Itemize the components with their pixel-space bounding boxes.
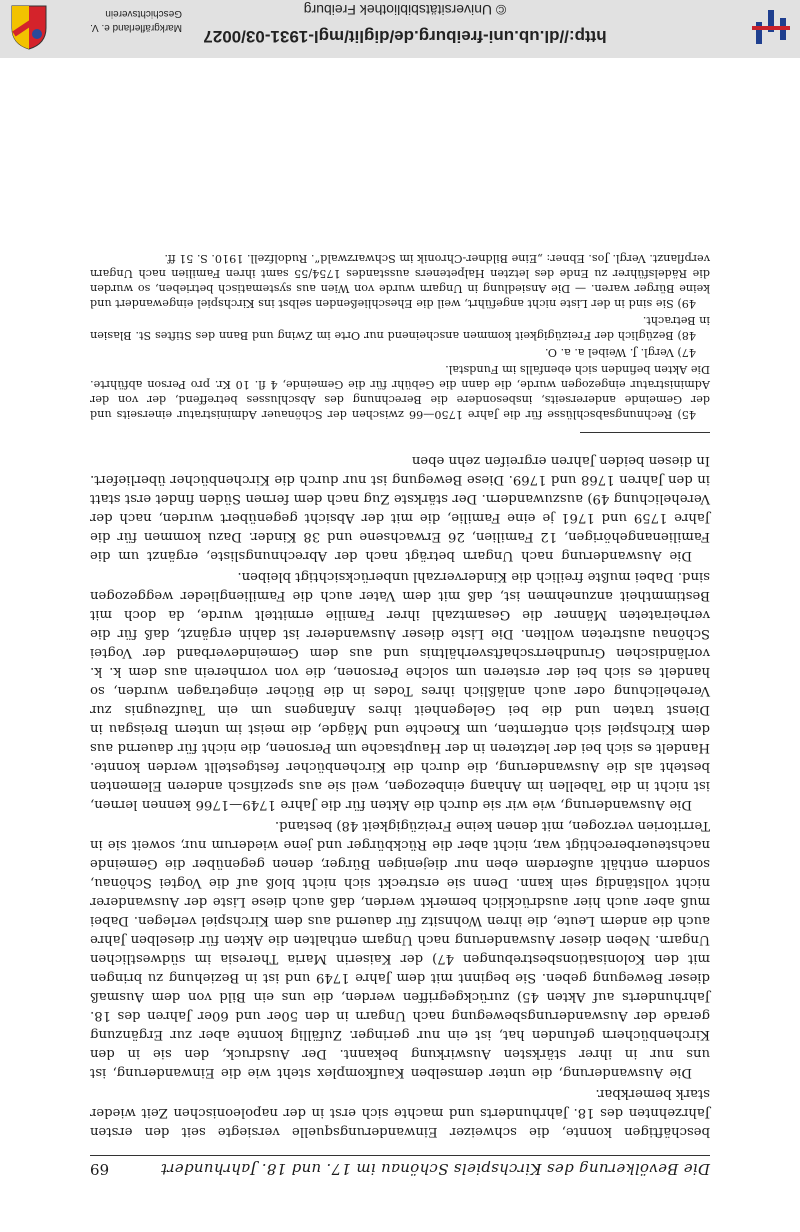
viewer-banner xyxy=(0,0,800,58)
university-library-logo-icon xyxy=(752,8,790,48)
footnote: 48) Bezüglich der Freizügigkeit kommen anscheinend nur Orte im Zwing und Bann des Stiftes St. Blasien in Betracht. xyxy=(90,314,710,342)
society-name: Markgräflerland e. V. Geschichtsverein xyxy=(90,8,182,33)
body-paragraph: beschäftigen konnte, die schweizer Einwanderungsquelle versiegte seit den ersten Jahrzehnten des 18. Jahrhunderts und machte sich erst in der napoleonischen Zeit wieder stark bemerkbar. xyxy=(90,1086,710,1139)
body-paragraph: Die Auswanderung, wie wir sie durch die Akten für die Jahre 1749—1766 kennen lernen, ist nicht in die Tabellen im Anhang einbezogen, weil sie aus spezifisch anderen Elementen besteht als die Auswanderung, die durch die Kirchenbücher festgestellt werden konnte. Handelt es sich bei der letzteren in der Hauptsache um Personen, die nicht für dauernd aus dem Kirchspiel sich entfernten, um Knechte und Mägde, die meist im untern Breisgau in Dienst traten und die bei Gelegenheit ihres Anfangens um ein Taufzeugnis zur Verehelichung oder auch anläßlich ihres Todes in die Bücher eingetragen wurden, so handelt es sich bei der ersteren um solche Personen, die von vornherein aus dem k. k. vorländischen Grundherrschaftsverhältnis und aus dem Gemeindeverband der Vogtei Schönau austreten wollten. Die Liste dieser Auswanderer ist dahin ergänzt, daß für die verheirateten Männer die Gesamtzahl ihrer Familie ermittelt wurde, da doch mit Bestimmtheit anzunehmen ist, daß mit dem Vater auch die Familienglieder weggezogen sind. Dabei mußte freilich die Kinderverzahl unberücksichtigt bleiben. xyxy=(90,569,710,812)
scanned-page xyxy=(0,58,800,1232)
running-title: Die Bevölkerung des Kirchspiels Schönau im 17. und 18. Jahrhundert xyxy=(160,1160,710,1178)
body-paragraph: Die Auswanderung, die unter demselben Kaufkomplex steht wie die Einwanderung, ist uns nur in ihrer stärksten Auswirkung bekannt. Der Ausdruck, den sie in den Kirchenbüchern gefunden hat, ist ein nur geringer. Zufällig konnte aber zur Ergänzung gerade der Auswanderungsbewegung nach Ungarn in den 50er und 60er Jahren des 18. Jahrhunderts auf Akten 45) zurückgegriffen werden, die uns ein Bild von dem Ausmaß dieser Bewegung geben. Sie beginnt mit dem Jahre 1749 und ist in Beziehung zu bringen mit den Kolonisationsbestrebungen 47) der Kaiserin Maria Theresia im südwestlichen Ungarn. Neben dieser Auswanderung nach Ungarn enthalten die Akten für dieselben Jahre auch die andern Leute, die ihren Wohnsitz für dauernd aus dem Kirchspiel verlegen. Dabei muß aber auch hier ausdrücklich bemerkt werden, daß auch diese Liste der Auswanderer nicht vollständig sein kann. Denn sie erstreckt sich nicht bloß auf die Vogtei Schönau, sondern enthält außerdem eben nur diejenigen Bürger, denen gegenüber die Gemeinde nachsteuerberechtigt war, nicht aber die Rückbürger und jene wiederum nur, soweit sie in Territorien verzogen, mit denen keine Freizügigkeit 48) bestand. xyxy=(90,818,710,1080)
running-header xyxy=(90,1155,710,1178)
page-number: 69 xyxy=(90,1160,110,1178)
page-content-rotated xyxy=(90,178,710,1178)
footnote: 47) Vergl. J. Weibel a. a. O. xyxy=(544,346,696,359)
footnote: 49) Sie sind in der Liste nicht angeführt, weil die Eheschließenden selbst ins Kirchspiel eingewandert und keine Bürger waren. — Die Ansiedlung in Ungarn wurde von Wien aus systematisch betrieben, so wurden die Rädelsführer zu Ende des letzten Halpeteners ausstandes 1754/55 samt ihren Familien nach Ungarn verpflanzt. Vergl. Jos. Ebner: „Eine Bildner-Chronik im Schwarzwald“. Rudolfzell. 1910. S. 51 ff. xyxy=(90,252,710,310)
society-coat-of-arms-icon xyxy=(10,4,48,50)
footnote-divider xyxy=(580,432,710,433)
footnote: 45) Rechnungsabschlüsse für die Jahre 1750—66 zwischen der Schönauer Administratur einerseits und der Gemeinde andererseits, insbesondere die Berechnung des Abschlusses betreffend, der von der Administratur eingezogen wurde, die dann die Gebühr für die Gemeinde, 4 fl. 10 Kr. pro Person abführte. Die Akten befinden sich ebenfalls im Fundstal. xyxy=(90,363,710,421)
document-url[interactable]: http://dl.ub.uni-freiburg.de/diglit/mgl-1931-03/0027 xyxy=(203,27,607,46)
copyright-notice: © Universitätsbibliothek Freiburg xyxy=(303,2,507,18)
body-paragraph: Die Auswanderung nach Ungarn beträgt nach der Abrechnungsliste, ergänzt um die Familienangehörigen, 12 Familien, 26 Erwachsene und 38 Kinder. Dazu kommen für die Jahre 1759 und 1761 je eine Familie, die mit der Absicht gegenübert wurden, nach der Verehelichung 49) auszuwandern. Der stärkste Zug nach dem fernen Süden findet erst statt in den Jahren 1768 und 1769. Diese Bewegung ist nur durch die Kirchenbücher überliefert. In diesen beiden Jahren ergreifen zehn eben xyxy=(90,453,710,563)
